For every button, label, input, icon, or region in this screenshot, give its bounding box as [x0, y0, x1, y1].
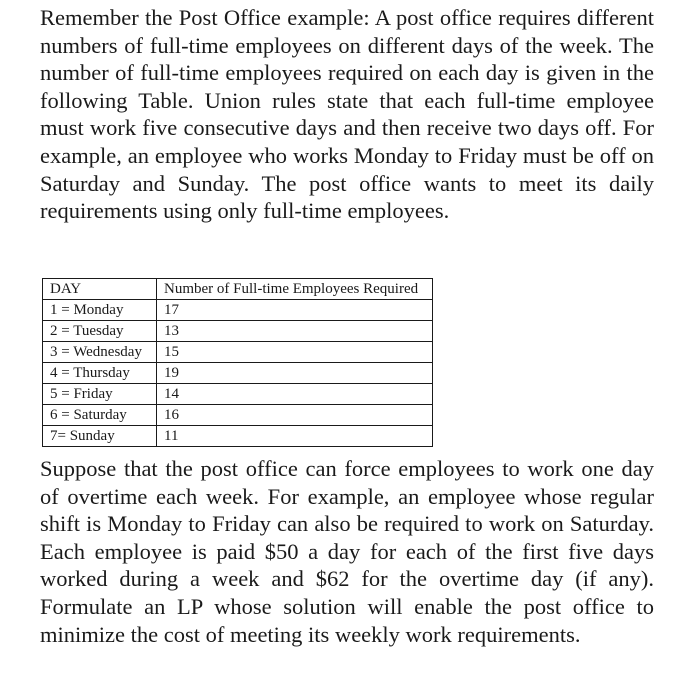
cell-required: 16 — [157, 405, 433, 426]
cell-required: 17 — [157, 300, 433, 321]
employee-requirements-table — [42, 278, 433, 447]
header-day: DAY — [43, 279, 157, 300]
table-row — [43, 426, 433, 447]
intro-paragraph: Remember the Post Office example: A post office requires different numbers of full-time employees on different days of the week. The number of full-time employees required on each day is given in the following Table. Union rules state that each full-time employee must work five consecutive days and then receive two days off. For example, an employee who works Monday to Friday must be off on Saturday and Sunday. The post office wants to meet its daily requirements using only full-time employees. — [40, 5, 654, 224]
cell-required: 14 — [157, 384, 433, 405]
cell-day: 1 = Monday — [43, 300, 157, 321]
cell-required: 15 — [157, 342, 433, 363]
cell-day: 3 = Wednesday — [43, 342, 157, 363]
cell-required: 11 — [157, 426, 433, 447]
cell-day: 5 = Friday — [43, 384, 157, 405]
header-required: Number of Full-time Employees Required — [157, 279, 433, 300]
cell-required: 13 — [157, 321, 433, 342]
table-row — [43, 342, 433, 363]
table-header-row — [43, 279, 433, 300]
cell-required: 19 — [157, 363, 433, 384]
cell-day: 4 = Thursday — [43, 363, 157, 384]
cell-day: 6 = Saturday — [43, 405, 157, 426]
table-row — [43, 363, 433, 384]
table-row — [43, 321, 433, 342]
question-paragraph: Suppose that the post office can force employees to work one day of overtime each week. For example, an employee whose regular shift is Monday to Friday can also be required to work on Saturday. Each employee is paid $50 a day for each of the first five days worked during a week and $62 for the overtime day (if any). Formulate an LP whose solution will enable the post office to minimize the cost of meeting its weekly work requirements. — [40, 456, 654, 647]
cell-day: 7= Sunday — [43, 426, 157, 447]
cell-day: 2 = Tuesday — [43, 321, 157, 342]
table-row — [43, 384, 433, 405]
table-row — [43, 405, 433, 426]
table-row — [43, 300, 433, 321]
